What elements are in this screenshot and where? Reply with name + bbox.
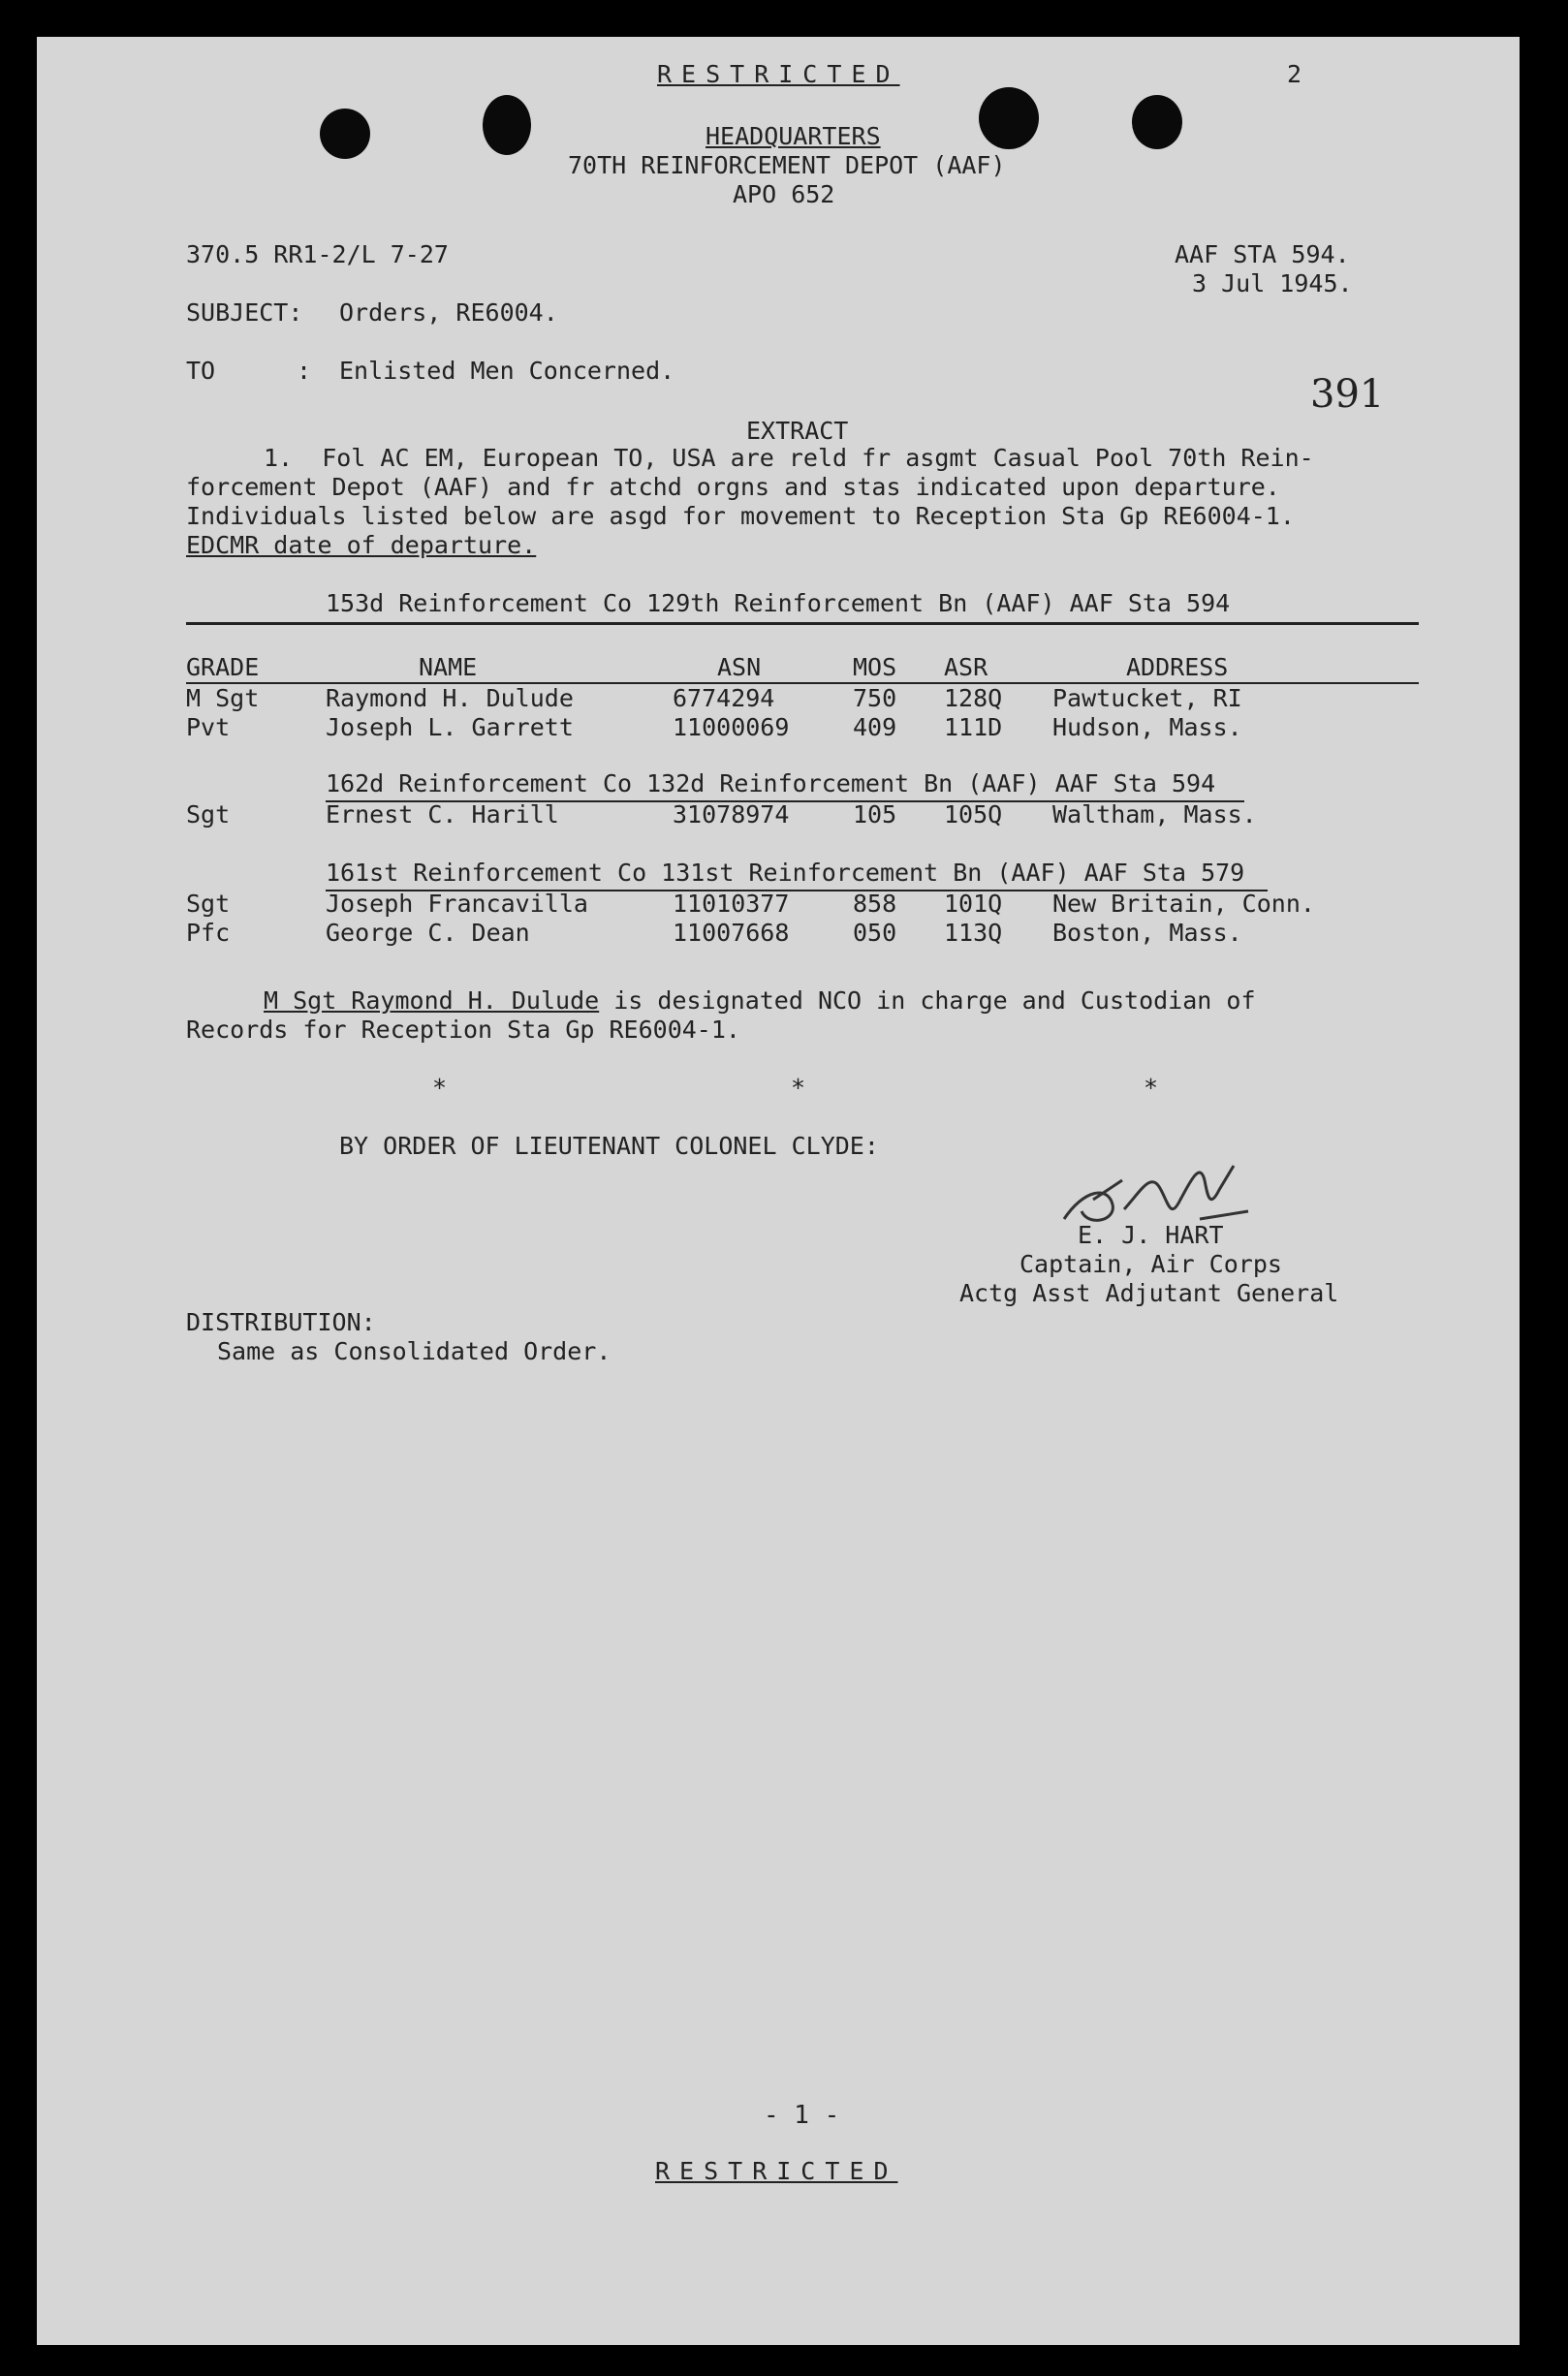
to-label: TO <box>186 357 216 385</box>
row-address: Waltham, Mass. <box>1052 800 1257 828</box>
row-mos: 105 <box>853 800 897 828</box>
group1-rule <box>186 622 1419 625</box>
page-corner-number: 2 <box>1287 60 1302 88</box>
order-date: 3 Jul 1945. <box>1192 269 1353 297</box>
row-name: George C. Dean <box>326 919 530 947</box>
row-mos: 409 <box>853 713 897 741</box>
subject-text: Orders, RE6004. <box>339 298 558 327</box>
row-grade: Sgt <box>186 800 231 828</box>
subject-label: SUBJECT: <box>186 298 303 327</box>
para1-line1: 1. Fol AC EM, European TO, USA are reld fr asgmt Casual Pool 70th Rein- <box>264 444 1314 472</box>
row-address: Boston, Mass. <box>1052 919 1242 947</box>
stamp-number: 391 <box>1310 372 1385 417</box>
row-asr: 105Q <box>944 800 1003 828</box>
row-address: Pawtucket, RI <box>1052 684 1242 712</box>
signer-name: E. J. HART <box>1078 1221 1224 1249</box>
row-address: New Britain, Conn. <box>1052 890 1315 918</box>
distribution-value: Same as Consolidated Order. <box>217 1337 612 1365</box>
row-name: Raymond H. Dulude <box>326 684 574 712</box>
row-name: Joseph L. Garrett <box>326 713 574 741</box>
row-grade: Pfc <box>186 919 231 947</box>
group3-unit: 161st Reinforcement Co 131st Reinforcement Bn (AAF) AAF Sta 579 <box>326 859 1245 887</box>
row-asr: 113Q <box>944 919 1003 947</box>
row-mos: 750 <box>853 684 897 712</box>
punch-hole-4 <box>1132 95 1182 149</box>
signer-title: Actg Asst Adjutant General <box>959 1279 1339 1307</box>
unit-title: 70TH REINFORCEMENT DEPOT (AAF) <box>568 151 1006 179</box>
designation-line1 <box>264 986 1256 1016</box>
col-header-asn: ASN <box>717 653 762 681</box>
classification-bottom: RESTRICTED <box>655 2157 898 2185</box>
col-header-address: ADDRESS <box>1126 653 1229 681</box>
row-asn: 11010377 <box>673 890 790 918</box>
station: AAF STA 594. <box>1175 240 1350 268</box>
row-asr: 111D <box>944 713 1003 741</box>
row-asn: 11007668 <box>673 919 790 947</box>
row-mos: 050 <box>853 919 897 947</box>
apo-number: APO 652 <box>733 180 835 208</box>
row-address: Hudson, Mass. <box>1052 713 1242 741</box>
to-colon: : <box>297 357 312 385</box>
by-order-line: BY ORDER OF LIEUTENANT COLONEL CLYDE: <box>339 1132 879 1160</box>
asterisk: * <box>432 1074 448 1102</box>
col-header-mos: MOS <box>853 653 897 681</box>
row-asr: 101Q <box>944 890 1003 918</box>
row-name: Joseph Francavilla <box>326 890 588 918</box>
designation-line2: Records for Reception Sta Gp RE6004-1. <box>186 1016 740 1044</box>
row-grade: Pvt <box>186 713 231 741</box>
col-header-name: NAME <box>419 653 478 681</box>
row-asr: 128Q <box>944 684 1003 712</box>
headquarters-title: HEADQUARTERS <box>706 122 881 150</box>
asterisk: * <box>1144 1074 1159 1102</box>
para1-line2: forcement Depot (AAF) and fr atchd orgns and stas indicated upon departure. <box>186 473 1280 501</box>
document-page <box>37 37 1520 2345</box>
row-asn: 31078974 <box>673 800 790 828</box>
designation-name: M Sgt Raymond H. Dulude <box>264 986 600 1015</box>
row-grade: Sgt <box>186 890 231 918</box>
row-mos: 858 <box>853 890 897 918</box>
asterisk: * <box>791 1074 806 1102</box>
classification-top: RESTRICTED <box>657 60 900 88</box>
row-asn: 6774294 <box>673 684 775 712</box>
col-header-asr: ASR <box>944 653 988 681</box>
row-grade: M Sgt <box>186 684 260 712</box>
punch-hole-3 <box>979 87 1039 149</box>
row-name: Ernest C. Harill <box>326 800 559 828</box>
distribution-label: DISTRIBUTION: <box>186 1308 376 1336</box>
para1-line4: EDCMR date of departure. <box>186 531 537 559</box>
punch-hole-2 <box>483 95 531 155</box>
col-header-grade: GRADE <box>186 653 260 681</box>
designation-text: is designated NCO in charge and Custodian of <box>599 986 1256 1015</box>
row-asn: 11000069 <box>673 713 790 741</box>
page-number: - 1 - <box>764 2101 840 2130</box>
file-number: 370.5 RR1-2/L 7-27 <box>186 240 449 268</box>
signer-rank: Captain, Air Corps <box>1019 1250 1282 1278</box>
extract-heading: EXTRACT <box>746 417 849 445</box>
group2-unit: 162d Reinforcement Co 132d Reinforcement Bn (AAF) AAF Sta 594 <box>326 769 1216 797</box>
to-text: Enlisted Men Concerned. <box>339 357 675 385</box>
para1-line3: Individuals listed below are asgd for movement to Reception Sta Gp RE6004-1. <box>186 502 1295 530</box>
group1-unit: 153d Reinforcement Co 129th Reinforcement Bn (AAF) AAF Sta 594 <box>326 589 1231 617</box>
punch-hole-1 <box>320 109 370 159</box>
